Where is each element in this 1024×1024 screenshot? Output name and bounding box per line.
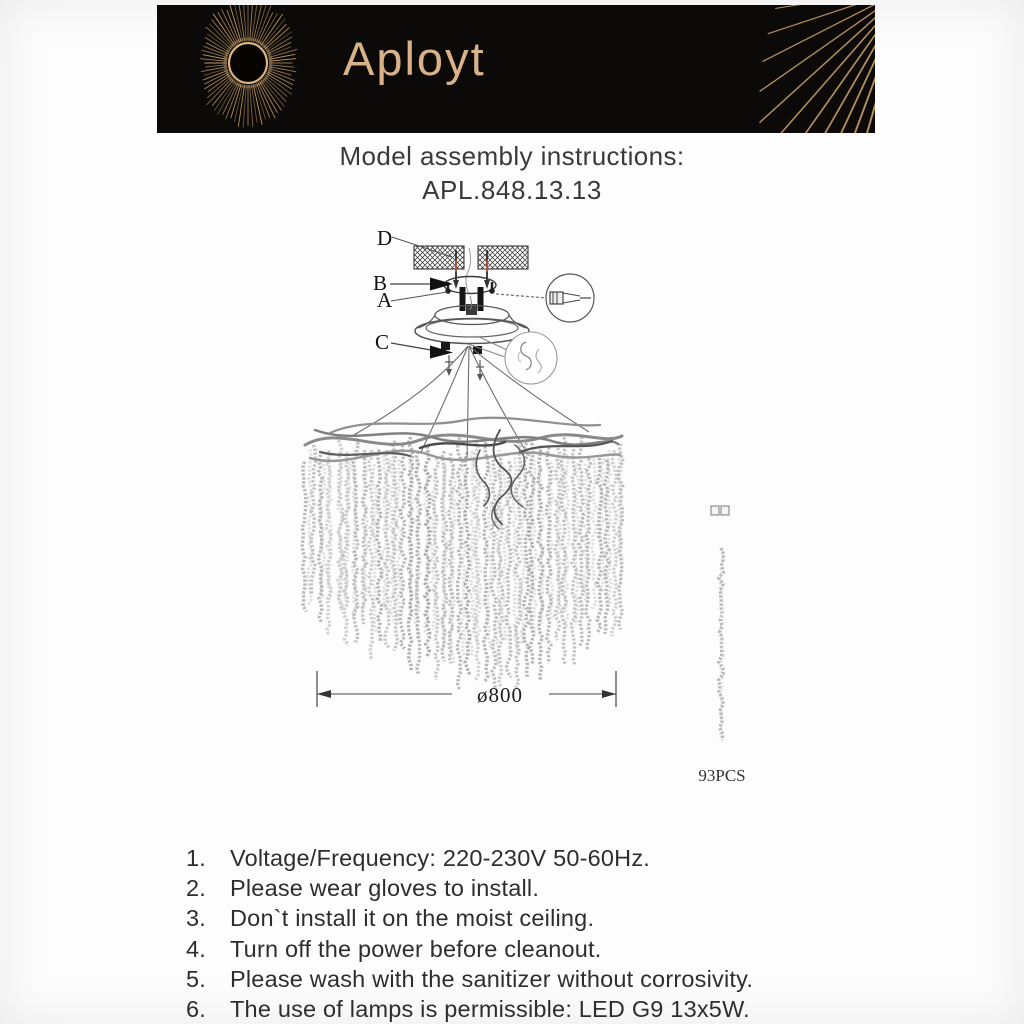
instruction-text: Voltage/Frequency: 220-230V 50-60Hz. xyxy=(230,845,651,871)
power-wire xyxy=(466,248,471,294)
strand-sample xyxy=(698,506,745,785)
label-b: B xyxy=(373,271,388,295)
document-title: Model assembly instructions: xyxy=(339,141,685,171)
crystal-strand xyxy=(592,459,597,609)
crystal-strand xyxy=(572,449,577,665)
crystal-strand xyxy=(465,452,470,674)
instruction-number: 3. xyxy=(186,905,206,932)
strand-connector-icon xyxy=(711,506,719,515)
mounting-post xyxy=(478,287,484,311)
instruction-number: 6. xyxy=(186,996,206,1023)
strand-connector-icon xyxy=(721,506,729,515)
instruction-number: 1. xyxy=(186,845,206,871)
instruction-number: 2. xyxy=(186,875,206,902)
crystal-strand xyxy=(579,437,583,647)
instruction-item xyxy=(186,903,906,933)
parts-count: 93PCS xyxy=(698,766,746,785)
instructions-list xyxy=(186,843,906,1024)
crystal-strand xyxy=(302,462,306,612)
instruction-item xyxy=(186,994,906,1024)
instruction-text: Please wash with the sanitizer without corrosivity. xyxy=(230,965,754,992)
dimension-line xyxy=(317,671,616,707)
crystal-strand xyxy=(520,465,525,645)
brand-name: Aployt xyxy=(343,32,486,85)
crystal-strand xyxy=(308,449,313,605)
crystal-strand xyxy=(442,451,447,661)
model-number: APL.848.13.13 xyxy=(422,175,602,205)
crystal-strand xyxy=(484,442,488,682)
dimension-label: ø800 xyxy=(477,683,523,707)
crystal-strand xyxy=(416,452,421,674)
crystal-strand xyxy=(311,445,316,595)
label-d: D xyxy=(377,226,393,250)
instruction-text: Please wear gloves to install. xyxy=(230,875,540,902)
instruction-number: 5. xyxy=(186,965,206,992)
crystal-strand xyxy=(326,450,331,636)
label-c: C xyxy=(375,330,390,354)
instruction-item xyxy=(186,934,906,964)
instruction-item xyxy=(186,873,906,903)
label-a: A xyxy=(377,288,393,312)
instruction-text: Don`t install it on the moist ceiling. xyxy=(230,905,595,932)
instruction-text: Turn off the power before cleanout. xyxy=(230,935,602,962)
crystal-strand xyxy=(377,450,382,642)
crystal-strand xyxy=(474,441,479,681)
crystal-strand xyxy=(507,461,512,677)
instruction-item xyxy=(186,843,906,873)
mounting-post xyxy=(460,287,466,311)
crystal-strand xyxy=(400,445,405,649)
instruction-item xyxy=(186,964,906,994)
connector-callout xyxy=(496,274,594,322)
instruction-text: The use of lamps is permissible: LED G9 13x5W. xyxy=(230,996,750,1023)
crystal-strand xyxy=(461,465,465,657)
crystal-strand xyxy=(434,458,439,680)
crystal-strand xyxy=(318,455,322,623)
crystal-strand xyxy=(597,458,602,632)
crystal-strand xyxy=(612,450,617,636)
crystal-strand xyxy=(432,468,437,630)
crystal-strand xyxy=(476,458,481,644)
crystal-strand xyxy=(586,458,590,650)
instruction-number: 4. xyxy=(186,935,206,962)
